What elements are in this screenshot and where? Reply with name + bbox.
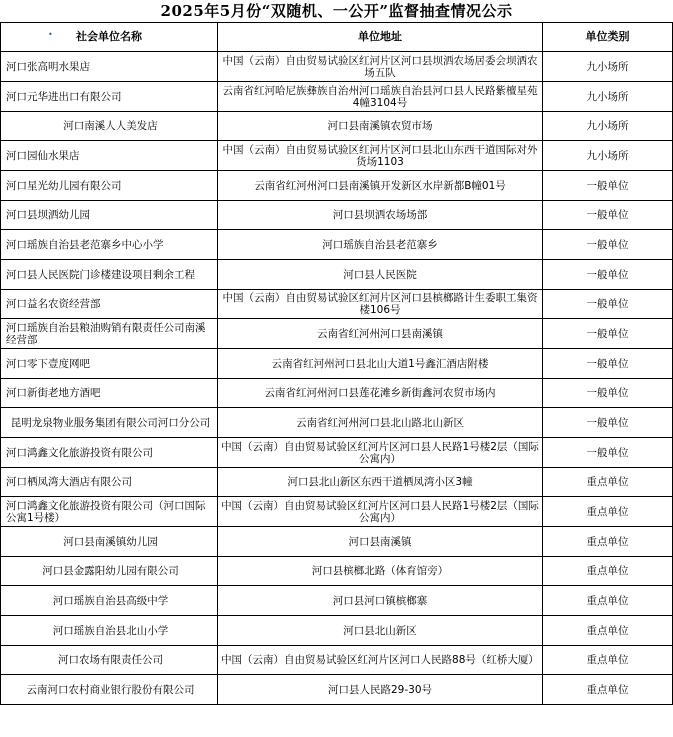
table-row [1, 201, 673, 230]
name-cell: 河口瑶族自治县北山小学 [1, 616, 218, 646]
table-row [1, 527, 673, 557]
address-cell: 中国（云南）自由贸易试验区红河片区河口县人民路1号楼2层（国际公寓内） [218, 438, 543, 468]
table-row [1, 468, 673, 497]
decorative-dot: • [48, 30, 53, 39]
category-cell: 重点单位 [543, 557, 673, 586]
table-header-row [1, 23, 673, 52]
address-cell: 中国（云南）自由贸易试验区红河片区河口县北山东西干道国际对外货场1103 [218, 141, 543, 171]
category-cell: 一般单位 [543, 319, 673, 349]
name-cell: 河口张高明水果店 [1, 52, 218, 82]
name-cell: 河口县坝洒幼儿园 [1, 201, 218, 230]
name-cell: 河口农场有限责任公司 [1, 646, 218, 675]
category-cell: 一般单位 [543, 260, 673, 290]
category-cell: 一般单位 [543, 230, 673, 260]
table-row [1, 616, 673, 646]
category-cell: 九小场所 [543, 52, 673, 82]
name-cell: 河口县南溪镇幼儿园 [1, 527, 218, 557]
table-row [1, 438, 673, 468]
name-cell: 云南河口农村商业银行股份有限公司 [1, 675, 218, 705]
table-row [1, 349, 673, 379]
category-cell: 九小场所 [543, 112, 673, 141]
name-cell: 河口瑶族自治县高级中学 [1, 586, 218, 616]
name-cell: 河口南溪人人美发店 [1, 112, 218, 141]
address-cell: 云南省红河州河口县莲花滩乡新街鑫河农贸市场内 [218, 379, 543, 408]
table-row [1, 171, 673, 201]
address-cell: 云南省红河州河口县南溪镇开发新区水岸新都B幢01号 [218, 171, 543, 201]
table-row [1, 260, 673, 290]
address-cell: 河口县坝洒农场场部 [218, 201, 543, 230]
name-cell: 河口星光幼儿园有限公司 [1, 171, 218, 201]
category-cell: 一般单位 [543, 171, 673, 201]
category-cell: 重点单位 [543, 586, 673, 616]
name-cell: 河口瑶族自治县粮油购销有限责任公司南溪经营部 [1, 319, 218, 349]
address-cell: 中国（云南）自由贸易试验区红河片区河口县坝洒农场居委会坝洒农场五队 [218, 52, 543, 82]
header-address: 单位地址 [218, 23, 543, 52]
header-name: 社会单位名称 [1, 23, 218, 52]
name-cell: 河口园仙水果店 [1, 141, 218, 171]
category-cell: 一般单位 [543, 349, 673, 379]
category-cell: 一般单位 [543, 290, 673, 319]
category-cell: 重点单位 [543, 646, 673, 675]
address-cell: 云南省红河哈尼族彝族自治州河口瑶族自治县河口县人民路紫檀星苑4幢3104号 [218, 82, 543, 112]
address-cell: 中国（云南）自由贸易试验区红河片区河口人民路88号（红桥大厦） [218, 646, 543, 675]
name-cell: 河口元华进出口有限公司 [1, 82, 218, 112]
table-row [1, 230, 673, 260]
category-cell: 一般单位 [543, 438, 673, 468]
page-title: 2025年5月份“双随机、一公开”监督抽查情况公示 [160, 2, 513, 20]
address-cell: 河口瑶族自治县老范寨乡 [218, 230, 543, 260]
category-cell: 九小场所 [543, 82, 673, 112]
address-cell: 云南省红河州河口县北山大道1号鑫汇酒店附楼 [218, 349, 543, 379]
address-cell: 河口县北山新区 [218, 616, 543, 646]
category-cell: 九小场所 [543, 141, 673, 171]
name-cell: 河口益名农资经营部 [1, 290, 218, 319]
table-row [1, 586, 673, 616]
address-cell: 云南省红河州河口县南溪镇 [218, 319, 543, 349]
category-cell: 重点单位 [543, 527, 673, 557]
name-cell: 河口县人民医院门诊楼建设项目剩余工程 [1, 260, 218, 290]
table-row [1, 557, 673, 586]
address-cell: 中国（云南）自由贸易试验区红河片区河口县人民路1号楼2层（国际公寓内） [218, 497, 543, 527]
category-cell: 一般单位 [543, 201, 673, 230]
table-row [1, 379, 673, 408]
name-cell: 河口鸿鑫文化旅游投资有限公司（河口国际公寓1号楼） [1, 497, 218, 527]
category-cell: 重点单位 [543, 675, 673, 705]
category-cell: 一般单位 [543, 379, 673, 408]
address-cell: 河口县南溪镇农贸市场 [218, 112, 543, 141]
table-row [1, 52, 673, 82]
table-row [1, 141, 673, 171]
table-row [1, 112, 673, 141]
category-cell: 重点单位 [543, 497, 673, 527]
table-body [1, 52, 673, 705]
address-cell: 河口县河口镇槟榔寨 [218, 586, 543, 616]
name-cell: 河口栖凤湾大酒店有限公司 [1, 468, 218, 497]
address-cell: 河口县南溪镇 [218, 527, 543, 557]
table-row [1, 319, 673, 349]
address-cell: 云南省红河州河口县北山路北山新区 [218, 408, 543, 438]
table-row [1, 408, 673, 438]
table-row [1, 497, 673, 527]
address-cell: 河口县槟榔北路（体育馆旁） [218, 557, 543, 586]
name-cell: 河口瑶族自治县老范寨乡中心小学 [1, 230, 218, 260]
name-cell: 河口新街老地方酒吧 [1, 379, 218, 408]
name-cell: 河口零下壹度网吧 [1, 349, 218, 379]
table-row [1, 290, 673, 319]
address-cell: 河口县人民路29-30号 [218, 675, 543, 705]
category-cell: 重点单位 [543, 616, 673, 646]
address-cell: 河口县北山新区东西干道栖凤湾小区3幢 [218, 468, 543, 497]
name-cell: 河口县金露阳幼儿园有限公司 [1, 557, 218, 586]
address-cell: 中国（云南）自由贸易试验区红河片区河口县槟榔路计生委职工集资楼106号 [218, 290, 543, 319]
address-cell: 河口县人民医院 [218, 260, 543, 290]
table-row [1, 646, 673, 675]
table-row [1, 675, 673, 705]
name-cell: 昆明龙泉物业服务集团有限公司河口分公司 [1, 408, 218, 438]
name-cell: 河口鸿鑫文化旅游投资有限公司 [1, 438, 218, 468]
table-row [1, 82, 673, 112]
category-cell: 一般单位 [543, 408, 673, 438]
inspection-table [0, 22, 673, 705]
header-category: 单位类别 [543, 23, 673, 52]
category-cell: 重点单位 [543, 468, 673, 497]
